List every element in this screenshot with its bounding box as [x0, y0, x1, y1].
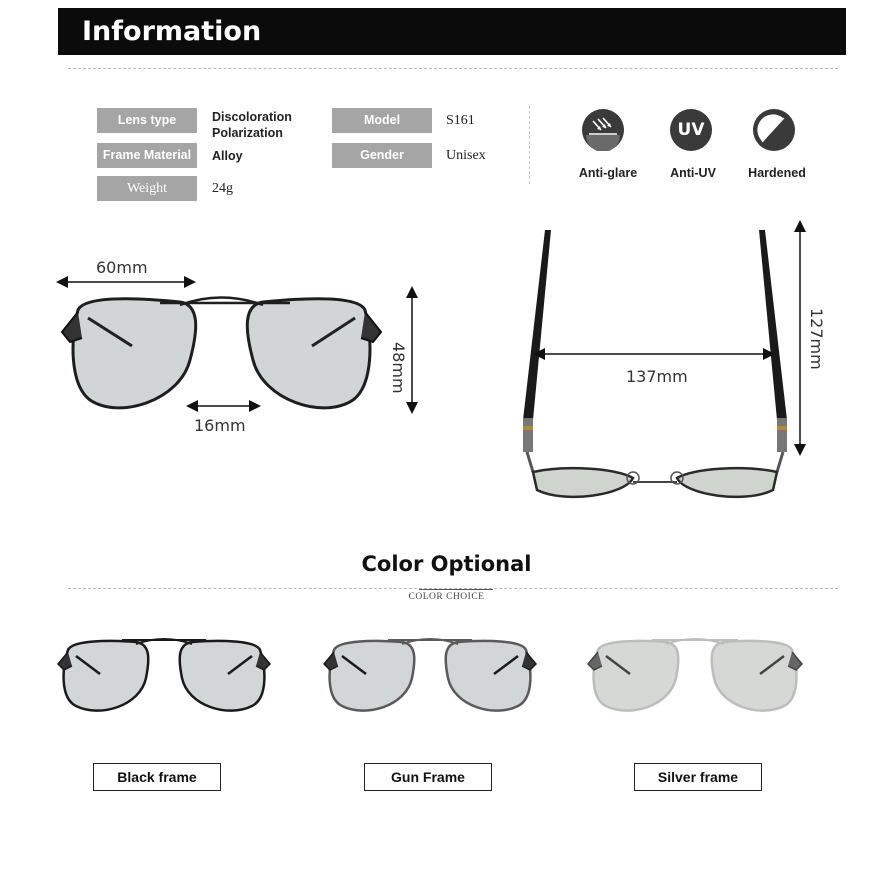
gender-label: Gender	[332, 143, 432, 168]
divider	[68, 68, 838, 69]
model-value: S161	[446, 113, 475, 128]
lens-type-value	[212, 109, 292, 141]
lens-type-label: Lens type	[97, 108, 197, 133]
uv-icon-glyph: UV	[677, 120, 705, 140]
frame-material-label: Frame Material	[97, 143, 197, 168]
weight-value: 24g	[212, 181, 233, 196]
anti-glare-label: Anti-glare	[578, 166, 638, 180]
lens-type-value-line1: Discoloration	[212, 110, 292, 124]
uv-icon	[670, 109, 712, 151]
gun-frame-option[interactable]: Gun Frame	[364, 763, 492, 791]
silver-frame-option[interactable]: Silver frame	[634, 763, 762, 791]
gun-frame-glasses	[316, 628, 546, 723]
page-title: Information	[82, 16, 262, 47]
color-section-subtitle: COLOR CHOICE	[408, 592, 485, 602]
front-glasses	[62, 298, 381, 408]
black-frame-option[interactable]: Black frame	[93, 763, 221, 791]
black-frame-glasses	[50, 628, 280, 723]
top-glasses	[523, 230, 787, 497]
anti-uv-label: Anti-UV	[670, 166, 716, 180]
weight-label: Weight	[97, 176, 197, 201]
top-view-diagram	[505, 220, 845, 510]
hardened-icon	[753, 109, 795, 151]
lens-type-value-line2: Polarization	[212, 126, 283, 140]
anti-glare-icon	[582, 109, 624, 151]
lens-height-text: 48mm	[389, 342, 408, 394]
temple-length-text: 127mm	[807, 308, 826, 370]
silver-frame-glasses	[578, 628, 818, 723]
color-section-title: Color Optional	[361, 552, 532, 576]
hardened-label: Hardened	[748, 166, 806, 180]
model-label: Model	[332, 108, 432, 133]
vertical-divider	[529, 106, 530, 184]
subtitle-rule	[419, 589, 493, 590]
gender-value: Unisex	[446, 148, 486, 163]
bridge-text: 16mm	[194, 416, 246, 435]
frame-material-value: Alloy	[212, 149, 243, 163]
lens-width-text: 60mm	[96, 258, 148, 277]
temple-span-text: 137mm	[626, 367, 688, 386]
header-bar	[58, 8, 846, 55]
